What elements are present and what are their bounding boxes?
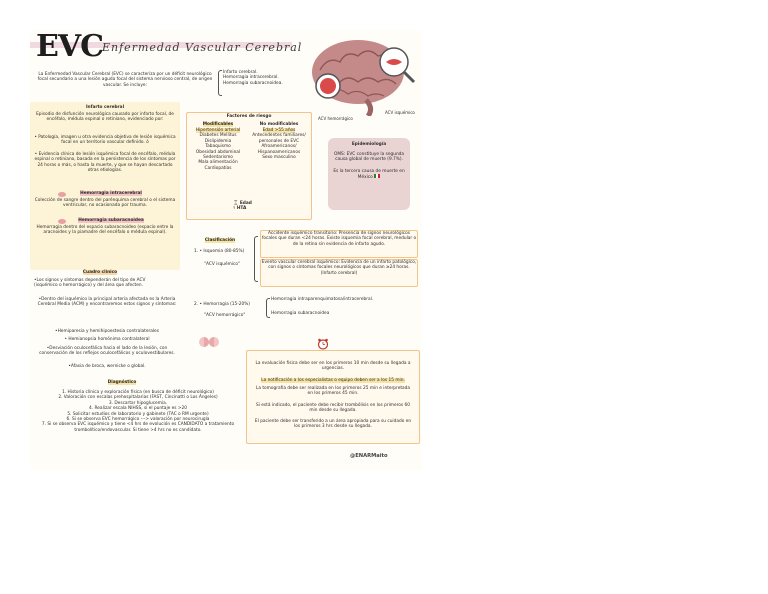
edad-label: ⌛ Edad bbox=[233, 201, 252, 206]
isquemia-label: 1. • Isquemia (80-85%) bbox=[194, 249, 245, 254]
factor-item: Sexo masculino bbox=[262, 155, 296, 161]
epidemiologia-title: Epidemiología bbox=[351, 142, 387, 147]
tiempo-line-2-text: La notificación a los especialistas o equipo deben ser a los 15 min. bbox=[261, 378, 405, 383]
tiempo-line-5: El paciente debe ser transferido a un área apropiada para su cuidado en los primeros 3 hrs desde su llegada. bbox=[254, 419, 412, 430]
brain-label-hemorragico: ACV hemorrágico bbox=[318, 116, 353, 121]
infarto-definition: Episodio de disfunción neurológica causado por infarto focal, de encéfalo, médula espinal o retiniano, evidenciado por: bbox=[36, 112, 174, 123]
hta-text: HTA bbox=[236, 206, 247, 212]
clock-graphic bbox=[317, 338, 329, 350]
includes-list bbox=[223, 70, 303, 86]
diagnostico-item: 4. Realizar escala NIHSS, si el puntaje es >20 bbox=[89, 406, 187, 412]
diagnostico-item: 6. Si se observa EVC hemorrágico ---> valoración por neurocirugía bbox=[66, 417, 210, 423]
clasificacion-title-text: Clasificación bbox=[204, 238, 236, 243]
epidemiologia-text-1: OMS: EVC constituye la segunda causa global de muerte (9.7%). bbox=[333, 152, 405, 163]
brain-graphic bbox=[306, 34, 418, 116]
factores-extra bbox=[233, 201, 273, 212]
tiempo-line-1: La evaluación física debe ser en los primeros 10 min desde su llegada a urgencias. bbox=[255, 361, 411, 372]
mexico-flag-icon bbox=[374, 174, 380, 178]
author-credit: @ENARMaito bbox=[350, 453, 388, 459]
isquemia-brace bbox=[254, 236, 258, 282]
hemorragia-alias: "ACV hemorrágico" bbox=[204, 313, 246, 318]
hemorrhage-drop-icon bbox=[58, 192, 66, 197]
tiempos-box bbox=[246, 350, 420, 444]
factor-item-text: Hipertensión arterial bbox=[195, 128, 241, 133]
symptom-1: •Hemiparesia y hemihipoestesia contralaterales bbox=[55, 329, 159, 334]
isquemia-alias: "ACV isquémico" bbox=[204, 262, 241, 267]
symptom-2: • Hemianopsia homónima contralateral bbox=[64, 337, 150, 342]
include-item: Hemorragia intracerebral. bbox=[223, 75, 279, 81]
hemorragia-type-b: Hemorragia subaracnoidea bbox=[271, 311, 330, 316]
epidemiologia-text-2 bbox=[331, 169, 407, 181]
page-subtitle: Enfermedad Vascular Cerebral bbox=[102, 41, 303, 54]
intro-text: La Enfermedad Vascular Cerebral (EVC) se caracteriza por un déficit neurológico focal secundario a una lesión aguda focal del sistema nervioso central, de origen vascular. Se incluye: bbox=[37, 72, 213, 88]
factor-item: Obesidad abdominal bbox=[195, 149, 241, 155]
hemorragia-type-a: Hemorragia intraparenquimatosa/intracerebral. bbox=[271, 297, 374, 302]
factores-col1-head bbox=[189, 122, 247, 127]
infarto-bullet-2: • Evidencia clínica de lesión isquémica focal de encéfalo, médula espinal o retiniano, basada en la persistencia de los síntomas por 24 horas o más, o hasta la muerte, y que se hayan descartado otras etiologías. bbox=[34, 152, 176, 174]
brain-small-icon bbox=[58, 219, 66, 224]
factor-item: Cardiopatías bbox=[204, 165, 232, 171]
cuadro-title bbox=[70, 270, 130, 275]
factor-item: Antecedentes familiares/ personales de EVC bbox=[252, 133, 306, 144]
tiempo-line-3: La tomografía debe ser realizada en los primeros 25 min e interpretada en los primeros 45 min. bbox=[255, 386, 411, 397]
factores-col2-head-text: No modificables bbox=[259, 122, 299, 127]
factor-item-text: Edad >55 años bbox=[262, 128, 296, 133]
factores-col1-head-text: Modificables bbox=[202, 122, 234, 127]
factor-item: Diabetes Mellitus bbox=[199, 133, 237, 139]
cuadro-title-text: Cuadro clínico bbox=[82, 270, 118, 275]
ait-box: Accidente isquémico transitorio: Presencia de signos neurológicos focales que duran <24 horas. Existe isquemia focal cerebral, medular o de la retina sin evidencia de infarto agudo. bbox=[260, 230, 418, 258]
diagnostico-item: 2. Valoración con escalas prehospitalarias (FAST, Cincinatti o Los Ángeles) bbox=[58, 395, 218, 401]
tiempo-line-2 bbox=[253, 378, 413, 383]
hemo-sub-title-text: Hemorragia subaracnoidea bbox=[78, 218, 144, 223]
cuadro-p1: •Los signos y síntomas dependerán del tipo de ACV (isquémico o hemorrágico) y del área que afecten. bbox=[34, 278, 146, 289]
diagnostico-list bbox=[32, 390, 244, 433]
intro-brace bbox=[218, 70, 222, 96]
hemo-intra-title bbox=[66, 191, 156, 196]
diagnostico-title-text: Diagnóstico bbox=[107, 380, 137, 385]
hemo-intra-text: Colección de sangre dentro del parénquima cerebral o el sistema ventricular, no ocasionada por trauma. bbox=[34, 198, 176, 209]
factor-item: Sedentarismo bbox=[203, 155, 233, 161]
infarto-title: Infarto cerebral bbox=[85, 105, 125, 110]
symptom-3: •Desviación oculocefálica hacia el lado de la lesión, con conservación de los reflejos oculocefálicos y oculovestibulares. bbox=[39, 346, 175, 357]
hemispheres-graphic bbox=[198, 336, 220, 348]
infographic-sheet bbox=[30, 30, 422, 470]
hemo-sub-title bbox=[66, 218, 156, 223]
diagnostico-item: 1. Historia clínica y exploración física (en busca de déficit neurológico) bbox=[62, 390, 214, 395]
evento-box: Evento vascular cerebral isquémico: Evidencia de un infarto patológico, con signos o síntomas focales neurológicos que duran ≥24 horas. (Infarto cerebral) bbox=[260, 259, 418, 287]
diagnostico-item: 7. Si se observa EVC isquémico y tiene <4 hrs de evolución es CANDIDATO a tratamiento trombolítico/endovascular. Si tiene >4 hrs no es candidato. bbox=[41, 422, 235, 433]
include-item: Infarto cerebral. bbox=[223, 70, 258, 75]
alarm-clock-icon bbox=[317, 335, 329, 347]
hta-label: ⚕ HTA bbox=[233, 206, 247, 212]
page-title: EVC bbox=[36, 29, 104, 64]
hemo-intra-title-text: Hemorragia intracerebral bbox=[80, 191, 142, 196]
symptom-4: •Afasia de broca, wernicke o global. bbox=[68, 364, 146, 369]
factores-title: Factores de riesgo bbox=[226, 114, 272, 119]
diagnostico-item: 3. Descartar hipoglucemia. bbox=[108, 400, 168, 406]
brain-hemispheres-icon bbox=[198, 333, 220, 345]
hemorragia-brace bbox=[266, 298, 270, 318]
brain-label-isquemico: ACV isquémico bbox=[385, 110, 415, 115]
factores-col2 bbox=[249, 128, 309, 160]
infarto-bullet-1: • Patología, imagen u otra evidencia objetiva de lesión isquémica focal en un territorio vascular definido. ó bbox=[34, 135, 176, 146]
hemorragia-label: 2. • Hemorragia (15-20%) bbox=[194, 302, 250, 307]
factores-col2-head bbox=[249, 122, 309, 127]
factores-box bbox=[186, 112, 312, 220]
factor-item: Dislipidemia bbox=[204, 138, 232, 144]
epidemiologia-text-2-value: Es la tercera causa de muerte en México bbox=[333, 169, 405, 181]
clasificacion-title bbox=[198, 238, 242, 243]
cuadro-p2: •Dentro del isquémico la principal arteria afectada es la Arteria Cerebral Media (ACM) y encontraremos estos signos y síntomas: bbox=[37, 297, 177, 308]
tiempo-line-4: Si está indicado, el paciente debe recibir trombólisis en los primeros 60 min desde su llegada. bbox=[256, 403, 410, 414]
factores-col1 bbox=[189, 128, 247, 171]
factor-item: Afroamericanos/ Hispanoamericanos bbox=[257, 144, 301, 155]
hemo-sub-text: Hemorragia dentro del espacio subaracnoideo (espacio entre la aracnoides y la piamadre del encéfalo o médula espinal). bbox=[36, 225, 174, 236]
diagnostico-title bbox=[92, 380, 152, 385]
diagnostico-item: 5. Solicitar estudios de laboratorio y gabinete (TAC o RM urgente) bbox=[67, 411, 209, 417]
include-item: Hemorragia subaracnoidea. bbox=[223, 80, 283, 86]
edad-text: Edad bbox=[239, 201, 252, 206]
infarto-box bbox=[30, 102, 180, 270]
factor-item: Mala alimentación bbox=[198, 160, 238, 166]
brain-illustration bbox=[306, 34, 418, 116]
factor-item: Tabaquismo bbox=[205, 144, 231, 150]
epidemiologia-box bbox=[328, 138, 410, 210]
